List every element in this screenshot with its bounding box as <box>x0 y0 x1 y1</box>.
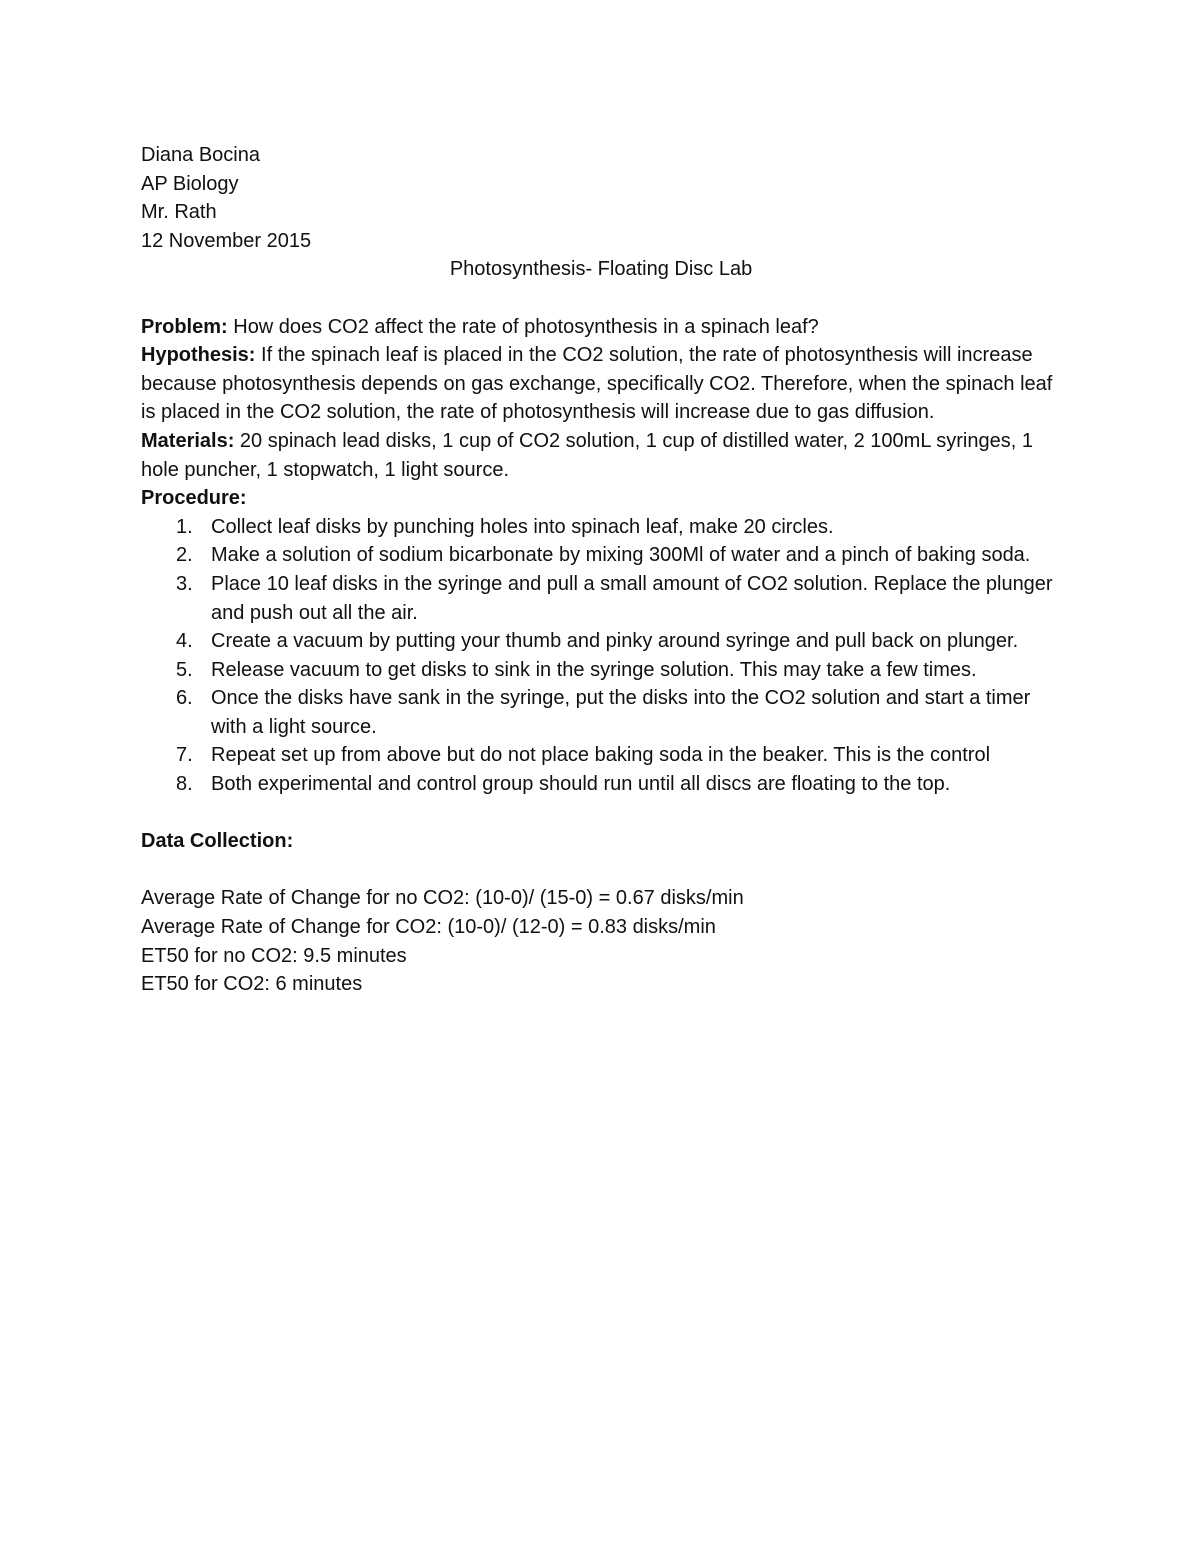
step-text: Both experimental and control group should run until all discs are floating to the top. <box>211 773 951 796</box>
materials-section <box>141 427 1061 484</box>
step-text: Create a vacuum by putting your thumb and pinky around syringe and pull back on plunger. <box>211 630 1019 653</box>
problem-section <box>141 313 1061 342</box>
data-line: ET50 for CO2: 6 minutes <box>141 973 363 996</box>
procedure-step <box>141 627 1061 656</box>
step-text: Release vacuum to get disks to sink in the syringe solution. This may take a few times. <box>211 658 977 681</box>
step-text: Make a solution of sodium bicarbonate by mixing 300Ml of water and a pinch of baking soda. <box>211 544 1031 567</box>
procedure-step <box>141 684 1061 741</box>
procedure-step <box>141 741 1061 770</box>
step-number: 8. <box>176 773 193 796</box>
document-date: 12 November 2015 <box>141 229 312 252</box>
problem-label: Problem: <box>141 315 228 338</box>
step-number: 4. <box>176 630 193 653</box>
procedure-step <box>141 656 1061 685</box>
step-text: Place 10 leaf disks in the syringe and pull a small amount of CO2 solution. Replace the plunger and push out all the air. <box>211 572 1053 624</box>
procedure-step <box>141 570 1061 627</box>
materials-label: Materials: <box>141 429 235 452</box>
course-name: AP Biology <box>141 172 239 195</box>
teacher-name: Mr. Rath <box>141 201 217 224</box>
procedure-step <box>141 541 1061 570</box>
step-text: Once the disks have sank in the syringe, put the disks into the CO2 solution and start a timer with a light source. <box>211 687 1031 738</box>
procedure-list <box>141 513 1061 799</box>
document-page <box>141 141 1061 999</box>
step-text: Repeat set up from above but do not place baking soda in the beaker. This is the control <box>211 744 991 767</box>
document-title: Photosynthesis- Floating Disc Lab <box>449 258 753 281</box>
student-name: Diana Bocina <box>141 144 260 166</box>
step-number: 6. <box>176 687 193 710</box>
data-line: Average Rate of Change for CO2: (10-0)/ (12-0) = 0.83 disks/min <box>141 916 716 939</box>
step-number: 3. <box>176 572 193 595</box>
materials-text: 20 spinach lead disks, 1 cup of CO2 solution, 1 cup of distilled water, 2 100mL syringes, 1 hole puncher, 1 stopwatch, 1 light source. <box>141 429 1033 481</box>
hypothesis-label: Hypothesis: <box>141 344 256 367</box>
procedure-step <box>141 770 1061 799</box>
step-number: 7. <box>176 744 193 767</box>
spacer <box>141 284 1061 313</box>
step-number: 5. <box>176 658 193 681</box>
hypothesis-section <box>141 341 1061 427</box>
spacer <box>141 856 1061 885</box>
data-collection-label: Data Collection: <box>141 830 294 853</box>
procedure-step <box>141 513 1061 542</box>
procedure-label: Procedure: <box>141 487 247 510</box>
step-text: Collect leaf disks by punching holes into spinach leaf, make 20 circles. <box>211 515 834 538</box>
data-line: ET50 for no CO2: 9.5 minutes <box>141 944 407 967</box>
spacer <box>141 799 1061 828</box>
hypothesis-text: If the spinach leaf is placed in the CO2 solution, the rate of photosynthesis will increase because photosynthesis depends on gas exchange, specifically CO2. Therefore, when the spinach leaf is placed in the CO2 solution, the rate of photosynthesis will increase due to gas diffusion. <box>141 344 1053 424</box>
data-line: Average Rate of Change for no CO2: (10-0)/ (15-0) = 0.67 disks/min <box>141 887 744 910</box>
problem-text: How does CO2 affect the rate of photosynthesis in a spinach leaf? <box>227 315 819 338</box>
step-number: 1. <box>176 515 193 538</box>
step-number: 2. <box>176 544 193 567</box>
